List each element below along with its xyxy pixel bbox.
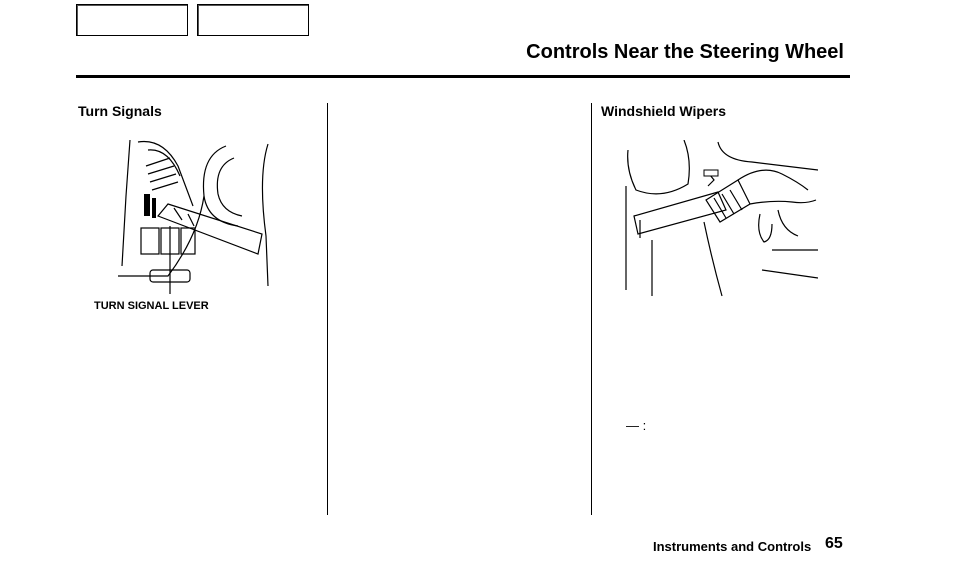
- nav-button-1[interactable]: [76, 4, 188, 36]
- wiper-dash-note: — :: [626, 418, 647, 433]
- nav-button-2[interactable]: [197, 4, 309, 36]
- turn-signal-illustration: [108, 136, 274, 294]
- page-title: Controls Near the Steering Wheel: [526, 41, 844, 63]
- windshield-wiper-illustration: [622, 140, 818, 298]
- page-number: 65: [825, 535, 843, 552]
- windshield-wipers-heading: Windshield Wipers: [601, 103, 726, 119]
- turn-signal-lever-label: TURN SIGNAL LEVER: [94, 300, 209, 312]
- title-divider: [76, 75, 850, 78]
- column-divider-right: [591, 103, 592, 515]
- turn-signals-heading: Turn Signals: [78, 103, 162, 119]
- column-divider-left: [327, 103, 328, 515]
- footer-section-name: Instruments and Controls: [653, 539, 812, 554]
